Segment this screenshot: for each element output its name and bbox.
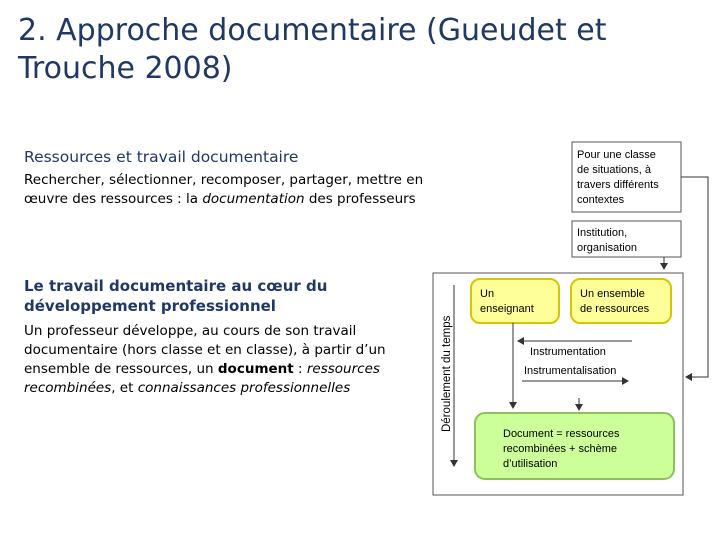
time-axis-label: Déroulement du temps	[441, 315, 453, 432]
situations-box-line: de situations, à	[577, 164, 651, 176]
institution-box-line: Institution,	[577, 227, 628, 239]
body-strong: document	[217, 361, 294, 377]
document-node-line: recombinées + schème	[503, 443, 618, 455]
body-emphasis: connaissances professionnelles	[137, 380, 351, 396]
body-emphasis: documentation	[202, 191, 305, 207]
section-heading-development: Le travail documentaire au cœur du développement professionnel	[24, 277, 328, 315]
teacher-node	[471, 279, 559, 323]
teacher-node-line: Un	[480, 288, 495, 300]
situations-box-line: contextes	[577, 194, 625, 206]
body-text: , et	[111, 380, 138, 396]
resources-node	[571, 279, 671, 323]
section-heading-resources: Ressources et travail documentaire	[24, 148, 299, 166]
page-title: 2. Approche documentaire (Gueudet et Trouche 2008)	[18, 13, 607, 86]
body-text: :	[293, 361, 307, 377]
teacher-node-line: enseignant	[480, 303, 534, 315]
body-emphasis: ressources recombinées	[24, 361, 380, 396]
situations-box-line: travers différents	[577, 179, 659, 191]
body-text: Rechercher, sélectionner, recomposer, partager, mettre en œuvre des ressources : la	[24, 172, 424, 207]
document-node-line: Document = ressources	[503, 428, 620, 440]
institution-box-line: organisation	[577, 242, 637, 254]
body-text: des professeurs	[304, 191, 416, 207]
resources-node-line: de ressources	[580, 303, 650, 315]
resources-node-line: Un ensemble	[580, 288, 645, 300]
situations-box-line: Pour une classe	[577, 149, 656, 161]
document-node-line: d’utilisation	[503, 458, 558, 470]
bracket-arrow	[681, 177, 708, 377]
body-text: Un professeur développe, au cours de son travail documentaire (hors classe et en classe), à partir d’un ensemble de ressources, un	[24, 323, 386, 377]
instrumentation-label: Instrumentation	[530, 346, 606, 358]
instrumentalisation-label: Instrumentalisation	[524, 365, 617, 377]
